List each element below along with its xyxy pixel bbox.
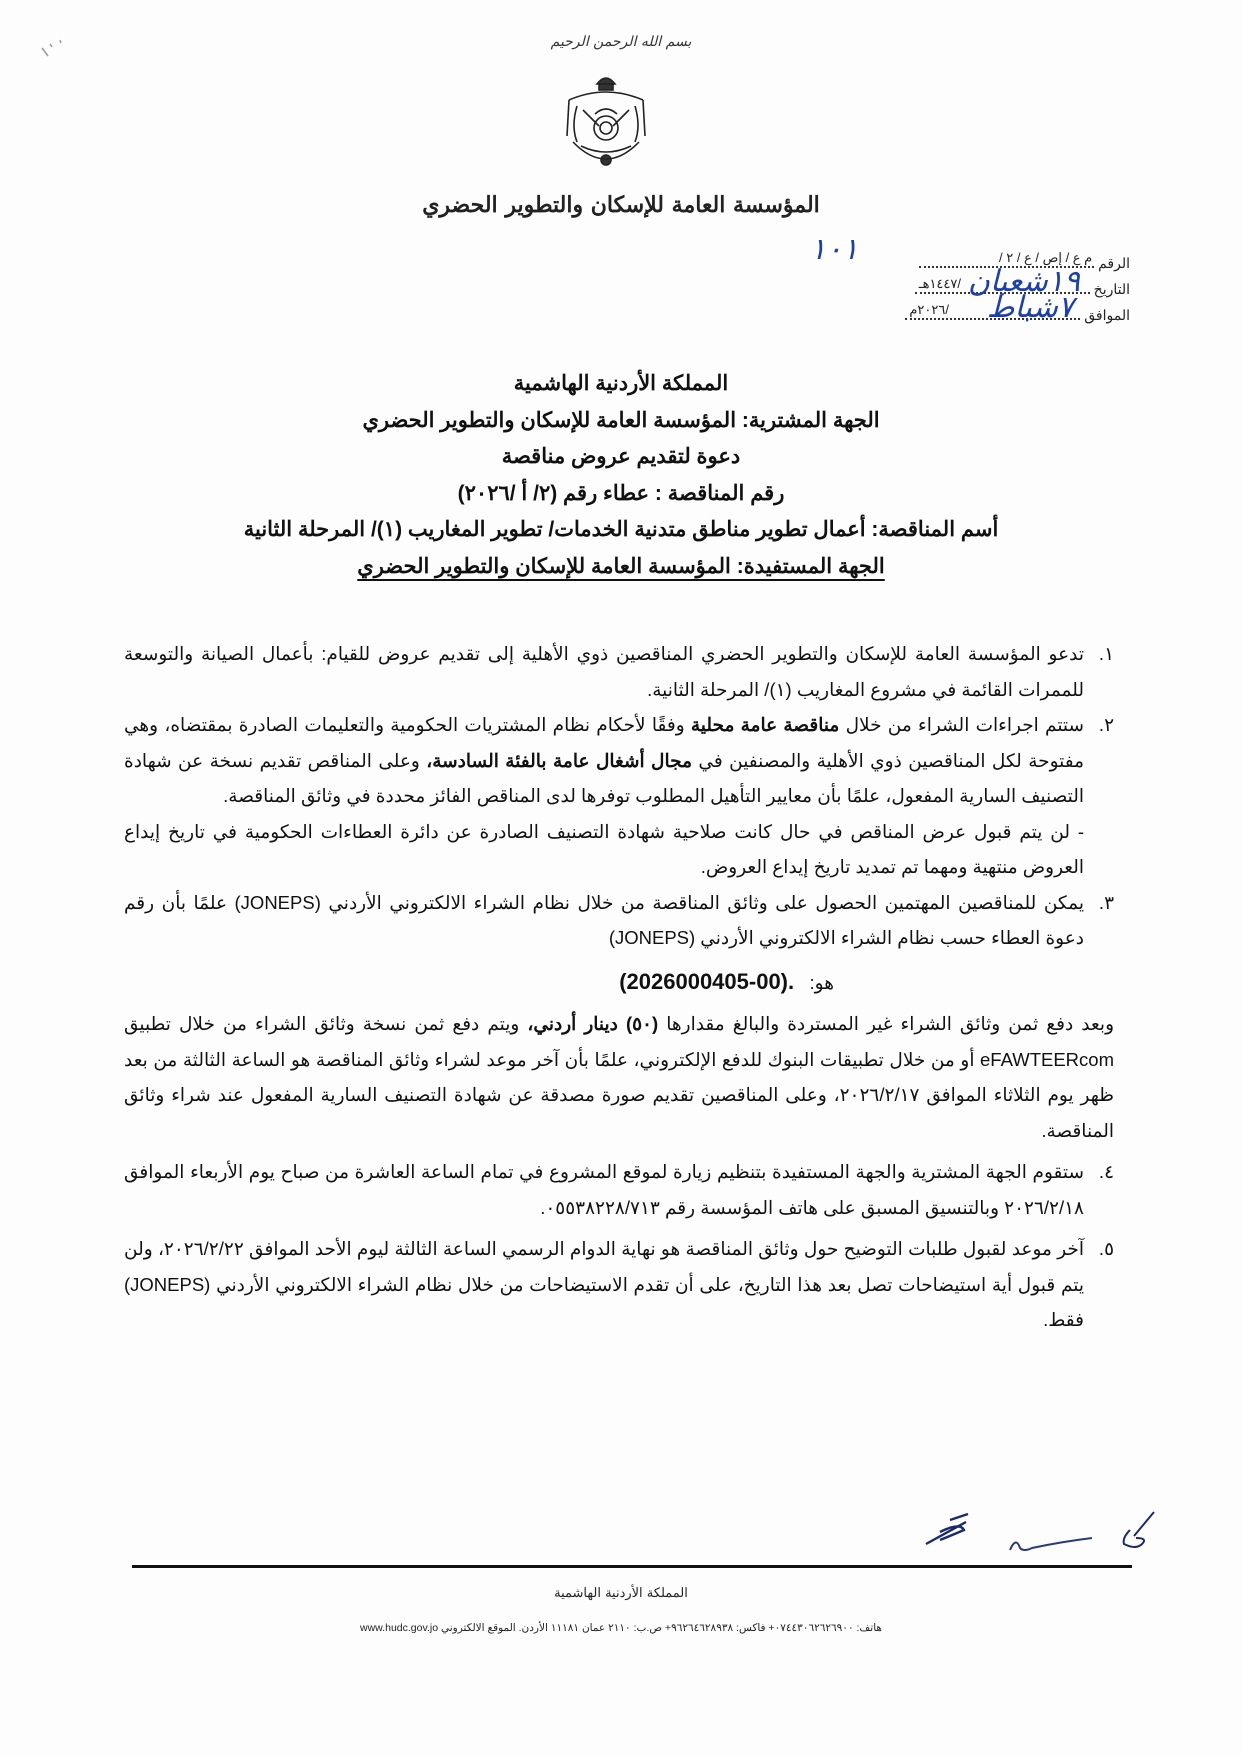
gregorian-date-handwritten: ٧شباط — [986, 290, 1074, 325]
jordan-coat-of-arms-icon — [561, 66, 651, 172]
item-text: وعلى المناقص تقديم نسخة عن شهادة التصنيف السارية المفعول، علمًا بأن معايير التأهيل المطلوب توفرها لدى المناقص الفائز محددة في وثائق المناقصة. — [124, 749, 1084, 806]
item-text: ويتم دفع ثمن نسخة وثائق الشراء من خلال تطبيق — [124, 1013, 528, 1034]
reference-number-handwritten: ١٠١ — [810, 232, 859, 267]
kingdom-title: المملكة الأردنية الهاشمية — [513, 372, 729, 395]
item-text: ستتم اجراءات الشراء من خلال — [839, 714, 1084, 735]
tender-number: رقم المناقصة : عطاء رقم (٢/ أ /٢٠٢٦) — [457, 481, 785, 505]
basmala: بسم الله الرحمن الرحيم — [550, 34, 692, 50]
tender-type: مناقصة عامة محلية — [690, 714, 840, 735]
item-number: ٥. — [1098, 1238, 1114, 1259]
gregorian-date-printed: /٢٠٢٦م — [909, 302, 949, 317]
list-item-3 — [124, 885, 1114, 1001]
footer-website-link[interactable]: www.hudc.gov.jo — [360, 1622, 439, 1634]
organization-name: المؤسسة العامة للإسكان والتطوير الحضري — [422, 192, 820, 218]
hijri-date-label: التاريخ — [1093, 281, 1130, 297]
item-number: ٣. — [1098, 891, 1114, 913]
footer-divider — [132, 1565, 1132, 1568]
tender-name: أسم المناقصة: أعمال تطوير مناطق متدنية الخدمات/ تطوير المغاريب (١)/ المرحلة الثانية — [243, 518, 999, 541]
list-item-1 — [124, 636, 1114, 707]
joneps-label: (JONEPS) — [234, 891, 321, 913]
reference-block — [810, 232, 1130, 330]
joneps-id-line — [124, 964, 1084, 1001]
item-text: تدعو المؤسسة العامة للإسكان والتطوير الحضري المناقصين ذوي الأهلية إلى تقديم عروض للقيام: بأعمال الصيانة والتوسعة للممرات القائمة في مشروع المغاريب (١)/ المرحلة الثانية. — [124, 643, 1084, 700]
signature-3-icon — [1124, 1512, 1154, 1547]
classification-category: مجال أشغال عامة بالفئة السادسة، — [426, 749, 692, 771]
item-number: ١. — [1098, 643, 1114, 664]
item-number: ٤. — [1098, 1161, 1114, 1182]
item-text: وفقًا لأحكام نظام المشتريات الحكومية والتعليمات الصادرة بمقتضاه، وهي مفتوحة لكل المناقصين ذوي الأهلية والمصنفين في — [124, 714, 1085, 771]
item-text: آخر موعد لقبول طلبات التوضيح حول وثائق المناقصة هو نهاية الدوام الرسمي الساعة الثالثة ليوم الأحد الموافق ٢٠٢٦/٢/٢٢، ولن يتم قبول أية استيضاحات تصل بعد هذا التاريخ، على أن تقدم الاستيضاحات من خلال نظام الشراء الالكتروني الأردني — [124, 1238, 1085, 1295]
signature-2-icon — [1010, 1538, 1092, 1550]
beneficiary-line — [100, 549, 1142, 586]
joneps-label: (JONEPS) — [124, 1273, 211, 1295]
joneps-id-label: هو: — [809, 971, 834, 993]
item-text: يمكن للمناقصين المهتمين الحصول على وثائق المناقصة من خلال نظام الشراء الالكتروني الأردني — [320, 891, 1084, 913]
joneps-label: (JONEPS) — [608, 927, 696, 948]
payment-paragraph — [124, 1006, 1114, 1148]
invitation-title: دعوة لتقديم عروض مناقصة — [501, 445, 741, 468]
list-item-2 — [124, 707, 1114, 814]
item-text: علمًا بأن رقم دعوة العطاء حسب نظام الشراء الالكتروني الأردني — [124, 891, 1084, 948]
tender-body — [124, 636, 1114, 1338]
payment-app-name: eFAWTEERcom — [980, 1048, 1114, 1070]
hijri-date-printed: /١٤٤٧هـ — [918, 276, 961, 291]
item-text: وبعد دفع ثمن وثائق الشراء غير المستردة والبالغ مقدارها — [658, 1013, 1114, 1034]
reference-number-label: الرقم — [1098, 255, 1130, 271]
list-item-4 — [124, 1154, 1114, 1225]
reference-number-printed: م ع / إص / ع / ٢ / — [998, 250, 1093, 265]
footer-contact-details: هاتف: ٠٧٤٤٣٠٦٢٦٢٦٩٠٠+ فاكس: ٩٦٢٦٤٦٢٨٩٣٨+ ص.ب: ٢١١٠ عمان ١١١٨١ الأردن. الموقع الالكتروني — [440, 1622, 882, 1634]
item-text: ستقوم الجهة المشترية والجهة المستفيدة بتنظيم زيارة لموقع المشروع في تمام الساعة العاشرة من صباح يوم الأربعاء الموافق ٢٠٢٦/٢/١٨ وبالتنسيق المسبق على هاتف المؤسسة رقم ٠٥٥٣٨٢٢٨/٧١٣. — [124, 1161, 1084, 1218]
signature-1-icon — [926, 1514, 968, 1544]
footer-country: المملكة الأردنية الهاشمية — [554, 1586, 688, 1601]
hijri-date-handwritten: ١٩شعبان — [967, 264, 1080, 299]
reference-gregorian-row — [870, 290, 1130, 330]
joneps-id: (2026000405-00). — [619, 968, 795, 994]
item-text: أو من خلال تطبيقات البنوك للدفع الإلكتروني، علمًا بأن آخر موعد لشراء وثائق المناقصة هو الساعة الثالثة من بعد ظهر يوم الثلاثاء الموافق ٢٠٢٦/٢/١٧، وعلى المناقصين تقديم صورة مصدقة عن شهادة التصنيف السارية المفعول عند شراء وثائق المناقصة. — [124, 1048, 1114, 1141]
item-number: ٢. — [1098, 714, 1114, 735]
title-block — [100, 366, 1142, 585]
document-price: (٥٠) دينار أردني، — [527, 1013, 659, 1034]
gregorian-date-label: الموافق — [1084, 307, 1130, 323]
signatures — [920, 1492, 1180, 1552]
item-text: فقط. — [1043, 1309, 1084, 1330]
classification-note: - لن يتم قبول عرض المناقص في حال كانت صلاحية شهادة التصنيف الصادرة عن دائرة العطاءات الحكومية في تاريخ إيداع العروض منتهية ومهما تم تمديد تاريخ إيداع العروض. — [124, 820, 1084, 877]
footer-contact — [0, 1622, 1242, 1634]
list-item-5 — [124, 1231, 1114, 1338]
procuring-entity: الجهة المشترية: المؤسسة العامة للإسكان والتطوير الحضري — [362, 408, 880, 432]
beneficiary: الجهة المستفيدة: المؤسسة العامة للإسكان والتطوير الحضري — [357, 554, 885, 578]
